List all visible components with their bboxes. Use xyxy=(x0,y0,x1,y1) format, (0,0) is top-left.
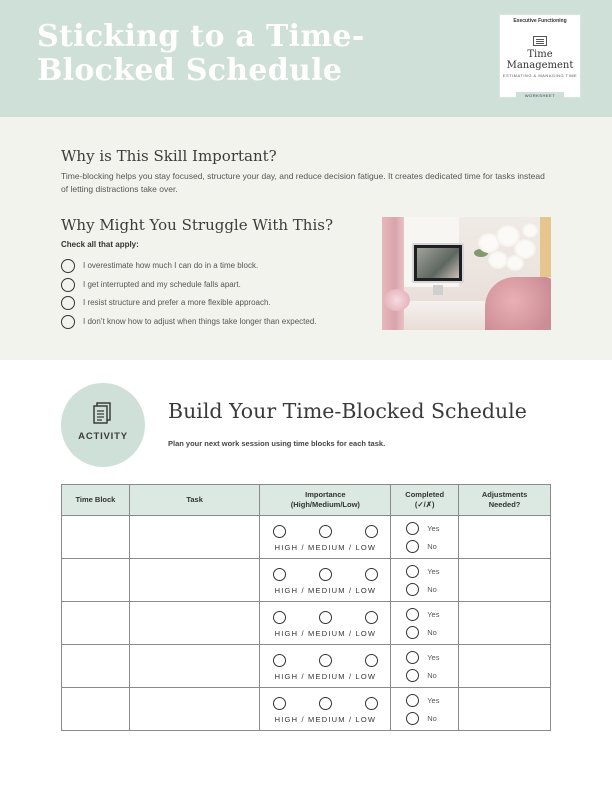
worksheet-cover-thumbnail xyxy=(499,14,581,98)
calendar-icon xyxy=(533,36,547,46)
importance-high-radio[interactable] xyxy=(273,525,286,538)
yes-radio[interactable] xyxy=(406,522,419,535)
completed-no-option[interactable] xyxy=(406,540,451,553)
checkbox-circle[interactable] xyxy=(61,259,75,273)
table-row xyxy=(62,688,551,731)
importance-cell xyxy=(260,645,391,688)
completed-no-option[interactable] xyxy=(406,712,451,725)
header-time-block: Time Block xyxy=(62,485,130,516)
task-cell[interactable] xyxy=(129,645,260,688)
importance-cell xyxy=(260,559,391,602)
importance-low-radio[interactable] xyxy=(365,654,378,667)
yes-radio[interactable] xyxy=(406,565,419,578)
adjustments-cell[interactable] xyxy=(459,559,551,602)
photo-lamp xyxy=(540,217,551,277)
completed-cell xyxy=(391,688,459,731)
completed-cell xyxy=(391,602,459,645)
header-task: Task xyxy=(129,485,260,516)
document-icon xyxy=(92,402,112,426)
header-adjustments: Adjustments Needed? xyxy=(459,485,551,516)
photo-monitor xyxy=(412,243,464,283)
importance-low-radio[interactable] xyxy=(365,697,378,710)
activity-label: ACTIVITY xyxy=(78,431,128,442)
activity-subtitle: Plan your next work session using time blocks for each task. xyxy=(168,439,386,448)
no-radio[interactable] xyxy=(406,712,419,725)
no-label: No xyxy=(427,671,437,680)
completed-cell xyxy=(391,516,459,559)
option-text: I overestimate how much I can do in a time block. xyxy=(83,260,259,270)
table-row xyxy=(62,602,551,645)
completed-no-option[interactable] xyxy=(406,669,451,682)
adjustments-cell[interactable] xyxy=(459,645,551,688)
time-block-cell[interactable] xyxy=(62,645,130,688)
schedule-table xyxy=(61,484,551,731)
no-radio[interactable] xyxy=(406,669,419,682)
importance-medium-radio[interactable] xyxy=(319,697,332,710)
check-label: Check all that apply: xyxy=(61,240,139,249)
photo-monitor-stand xyxy=(433,285,443,295)
no-label: No xyxy=(427,542,437,551)
no-label: No xyxy=(427,628,437,637)
completed-yes-option[interactable] xyxy=(406,522,451,535)
adjustments-cell[interactable] xyxy=(459,602,551,645)
importance-scale-label: HIGH / MEDIUM / LOW xyxy=(274,672,377,681)
yes-label: Yes xyxy=(427,696,440,705)
importance-medium-radio[interactable] xyxy=(319,654,332,667)
no-radio[interactable] xyxy=(406,626,419,639)
header-importance: Importance (High/Medium/Low) xyxy=(260,485,391,516)
task-cell[interactable] xyxy=(129,688,260,731)
task-cell[interactable] xyxy=(129,559,260,602)
no-label: No xyxy=(427,714,437,723)
importance-high-radio[interactable] xyxy=(273,568,286,581)
yes-label: Yes xyxy=(427,524,440,533)
completed-no-option[interactable] xyxy=(406,583,451,596)
yes-label: Yes xyxy=(427,653,440,662)
importance-low-radio[interactable] xyxy=(365,568,378,581)
cover-brand: Executive Functioning xyxy=(513,18,567,24)
table-row xyxy=(62,559,551,602)
completed-yes-option[interactable] xyxy=(406,694,451,707)
no-radio[interactable] xyxy=(406,540,419,553)
completed-cell xyxy=(391,645,459,688)
checkbox-circle[interactable] xyxy=(61,315,75,329)
importance-low-radio[interactable] xyxy=(365,611,378,624)
adjustments-cell[interactable] xyxy=(459,516,551,559)
photo-chair xyxy=(485,277,551,330)
completed-yes-option[interactable] xyxy=(406,608,451,621)
importance-scale-label: HIGH / MEDIUM / LOW xyxy=(274,586,377,595)
importance-low-radio[interactable] xyxy=(365,525,378,538)
option-text: I get interrupted and my schedule falls apart. xyxy=(83,279,241,289)
time-block-cell[interactable] xyxy=(62,516,130,559)
photo-flower xyxy=(488,251,508,269)
importance-scale-label: HIGH / MEDIUM / LOW xyxy=(274,543,377,552)
importance-high-radio[interactable] xyxy=(273,654,286,667)
task-cell[interactable] xyxy=(129,602,260,645)
why-important-heading: Why is This Skill Important? xyxy=(61,147,277,165)
importance-medium-radio[interactable] xyxy=(319,611,332,624)
importance-cell xyxy=(260,516,391,559)
struggle-heading: Why Might You Struggle With This? xyxy=(61,216,333,234)
yes-radio[interactable] xyxy=(406,694,419,707)
table-row xyxy=(62,516,551,559)
no-label: No xyxy=(427,585,437,594)
table-row xyxy=(62,645,551,688)
adjustments-cell[interactable] xyxy=(459,688,551,731)
table-header-row xyxy=(62,485,551,516)
cover-title: Time Management xyxy=(506,49,574,71)
task-cell[interactable] xyxy=(129,516,260,559)
completed-yes-option[interactable] xyxy=(406,651,451,664)
importance-medium-radio[interactable] xyxy=(319,525,332,538)
yes-label: Yes xyxy=(427,610,440,619)
completed-no-option[interactable] xyxy=(406,626,451,639)
checkbox-circle[interactable] xyxy=(61,278,75,292)
header-completed: Completed (✓/✗) xyxy=(391,485,459,516)
cover-subtitle: ESTIMATING & MANAGING TIME xyxy=(502,73,578,78)
header-banner xyxy=(0,0,612,117)
yes-label: Yes xyxy=(427,567,440,576)
page-title: Sticking to a Time-Blocked Schedule xyxy=(37,19,365,88)
photo-flower xyxy=(506,255,524,271)
time-block-cell[interactable] xyxy=(62,602,130,645)
option-text: I resist structure and prefer a more flexible approach. xyxy=(83,297,271,307)
importance-scale-label: HIGH / MEDIUM / LOW xyxy=(274,715,377,724)
completed-yes-option[interactable] xyxy=(406,565,451,578)
importance-high-radio[interactable] xyxy=(273,697,286,710)
completed-cell xyxy=(391,559,459,602)
yes-radio[interactable] xyxy=(406,608,419,621)
importance-medium-radio[interactable] xyxy=(319,568,332,581)
photo-pink-flowers xyxy=(384,289,410,311)
importance-cell xyxy=(260,602,391,645)
no-radio[interactable] xyxy=(406,583,419,596)
importance-high-radio[interactable] xyxy=(273,611,286,624)
time-block-cell[interactable] xyxy=(62,688,130,731)
importance-scale-label: HIGH / MEDIUM / LOW xyxy=(274,629,377,638)
why-important-text: Time-blocking helps you stay focused, structure your day, and reduce decision fatigue. It creates dedicated time for tasks instead of letting distractions take over. xyxy=(61,171,545,194)
time-block-cell[interactable] xyxy=(62,559,130,602)
importance-cell xyxy=(260,688,391,731)
photo-curtain xyxy=(382,217,404,330)
activity-title: Build Your Time-Blocked Schedule xyxy=(168,399,527,423)
desk-photo xyxy=(382,217,551,330)
option-text: I don’t know how to adjust when things take longer than expected. xyxy=(83,316,317,326)
yes-radio[interactable] xyxy=(406,651,419,664)
checkbox-circle[interactable] xyxy=(61,296,75,310)
cover-badge: WORKSHEET xyxy=(516,92,564,99)
photo-flower xyxy=(522,223,538,238)
